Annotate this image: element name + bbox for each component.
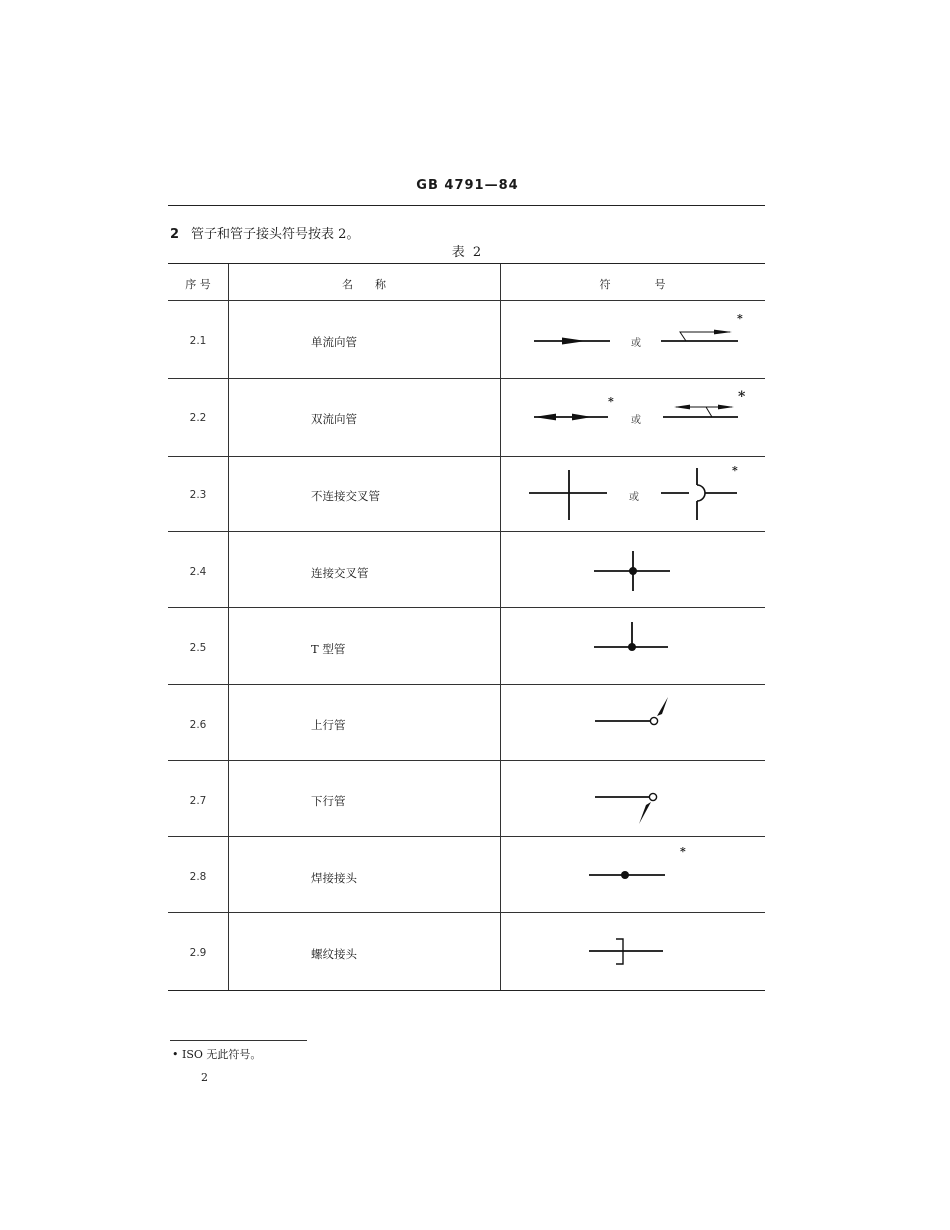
row-name: 焊接接头 (311, 871, 357, 885)
table-top-rule (168, 263, 765, 264)
or-label: 或 (629, 492, 639, 503)
connected-crossing-pipe-icon (592, 550, 674, 592)
table-bottom-rule (168, 990, 765, 991)
asterisk-mark: * (737, 312, 743, 325)
row-code: 2.7 (189, 795, 207, 807)
row-code: 2.5 (189, 642, 207, 654)
row-divider (168, 378, 765, 379)
row-name: 螺纹接头 (311, 947, 357, 961)
section-intro (170, 223, 359, 242)
column-divider (228, 264, 229, 990)
or-label: 或 (631, 338, 641, 349)
downward-pipe-icon (593, 789, 673, 827)
row-code: 2.6 (189, 719, 207, 731)
asterisk-mark: * (738, 389, 746, 405)
column-header-name: 名 称 (342, 278, 386, 291)
footnote: • ISO 无此符号。 (172, 1048, 262, 1061)
or-label: 或 (631, 415, 641, 426)
row-divider (168, 607, 765, 608)
row-divider (168, 456, 765, 457)
row-name: 单流向管 (311, 335, 357, 349)
row-name: T 型管 (311, 642, 346, 656)
row-code: 2.4 (189, 566, 207, 578)
unconnected-crossing-pipe-alt-icon (659, 466, 739, 522)
column-header-code: 序 号 (185, 278, 211, 291)
row-name: 连接交叉管 (311, 566, 369, 580)
page-number: 2 (201, 1071, 208, 1084)
standard-code-header: GB 4791—84 (416, 178, 519, 193)
single-flow-pipe-alt-icon (658, 322, 744, 350)
unconnected-crossing-pipe-icon (527, 468, 609, 522)
row-divider (168, 760, 765, 761)
row-divider (168, 684, 765, 685)
row-name: 不连接交叉管 (311, 489, 380, 503)
row-code: 2.3 (189, 489, 207, 501)
column-header-symbol: 符 号 (599, 278, 666, 291)
header-bottom-rule (168, 300, 765, 301)
row-divider (168, 912, 765, 913)
table-caption: 表 2 (451, 245, 484, 260)
single-flow-pipe-icon (530, 330, 620, 352)
asterisk-mark: * (732, 464, 738, 477)
row-divider (168, 836, 765, 837)
asterisk-mark: * (608, 395, 614, 408)
row-code: 2.1 (189, 335, 207, 347)
asterisk-mark: * (680, 845, 686, 858)
header-rule (168, 205, 765, 206)
row-code: 2.9 (189, 947, 207, 959)
row-divider (168, 531, 765, 532)
threaded-joint-icon (587, 937, 667, 967)
row-name: 双流向管 (311, 412, 357, 426)
welded-joint-icon (587, 865, 669, 885)
double-flow-pipe-icon (530, 406, 614, 428)
t-pipe-icon (592, 620, 672, 652)
upward-pipe-icon (593, 695, 673, 727)
column-divider (500, 264, 501, 990)
footnote-rule (170, 1040, 307, 1041)
section-number: 2 (170, 227, 180, 242)
row-name: 下行管 (311, 794, 346, 808)
double-flow-pipe-alt-icon (660, 398, 744, 424)
row-code: 2.2 (189, 412, 207, 424)
section-text: 管子和管子接头符号按表 2。 (191, 227, 360, 242)
row-name: 上行管 (311, 718, 346, 732)
row-code: 2.8 (189, 871, 207, 883)
